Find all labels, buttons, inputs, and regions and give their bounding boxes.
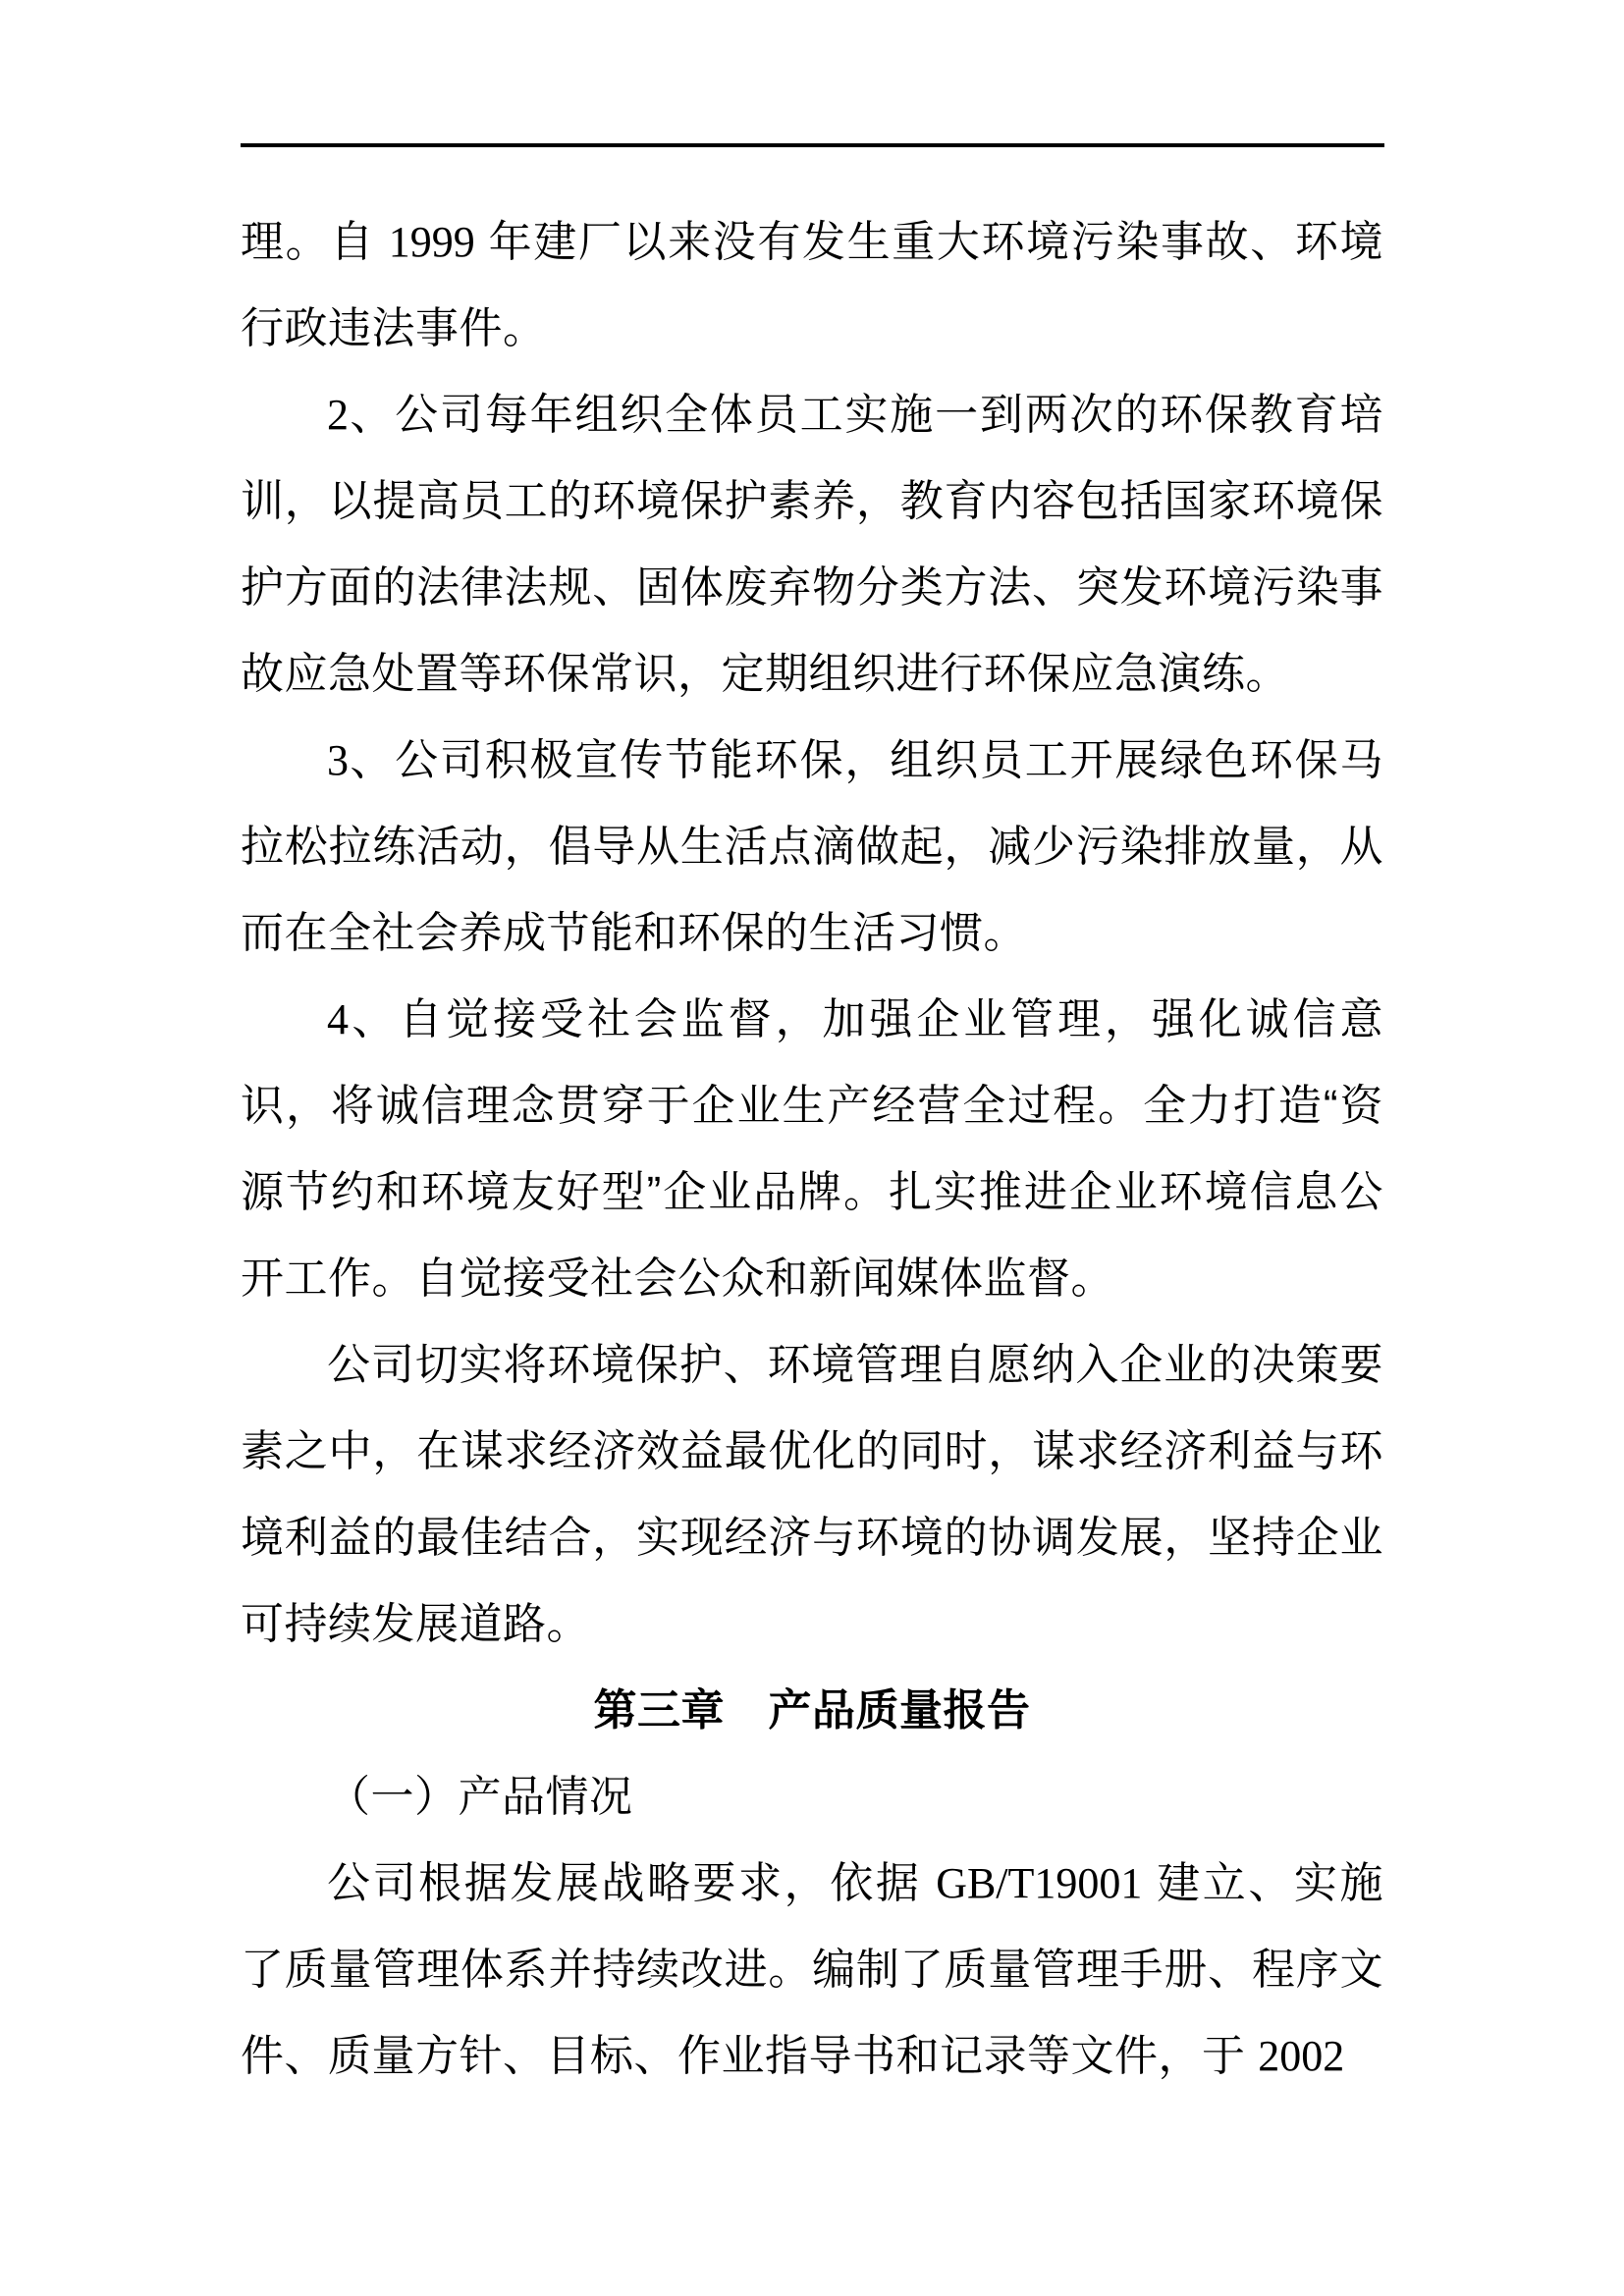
latin-run: 2 [327, 391, 349, 439]
latin-run: 4 [327, 995, 349, 1043]
latin-run: 1999 [388, 218, 475, 266]
paragraph-item-3: 3、公司积极宣传节能环保，组织员工开展绿色环保马拉松拉练活动，倡导从生活点滴做起，减少污染排放量，从而在全社会养成节能和环保的生活习惯。 [241, 736, 1383, 957]
latin-run: 2002 [1258, 2032, 1345, 2080]
document-body [241, 199, 1383, 2100]
latin-run: GB/T19001 [936, 1859, 1143, 1907]
paragraph-continuation: 理。自 1999 年建厂以来没有发生重大环境污染事故、环境行政违法事件。 [241, 218, 1383, 352]
section-heading: （一）产品情况 [327, 1773, 633, 1821]
paragraph-summary: 公司切实将环境保护、环境管理自愿纳入企业的决策要素之中，在谋求经济效益最优化的同时，谋求经济利益与环境利益的最佳结合，实现经济与环境的协调发展，坚持企业可持续发展道路。 [241, 1341, 1383, 1648]
header-rule [241, 143, 1384, 147]
latin-run: 3 [327, 736, 349, 784]
paragraph-item-4: 4、自觉接受社会监督，加强企业管理，强化诚信意识，将诚信理念贯穿于企业生产经营全过程。全力打造“资源节约和环境友好型”企业品牌。扎实推进企业环境信息公开工作。自觉接受社会公众和新闻媒体监督。 [241, 995, 1383, 1303]
chapter-heading: 第三章 产品质量报告 [593, 1686, 1031, 1735]
paragraph-quality-system: 公司根据发展战略要求，依据 GB/T19001 建立、实施了质量管理体系并持续改进。编制了质量管理手册、程序文件、质量方针、目标、作业指导书和记录等文件，于 2002 [241, 1859, 1383, 2080]
paragraph-item-2: 2、公司每年组织全体员工实施一到两次的环保教育培训，以提高员工的环境保护素养，教育内容包括国家环境保护方面的法律法规、固体废弃物分类方法、突发环境污染事故应急处置等环保常识，定期组织进行环保应急演练。 [241, 391, 1383, 698]
